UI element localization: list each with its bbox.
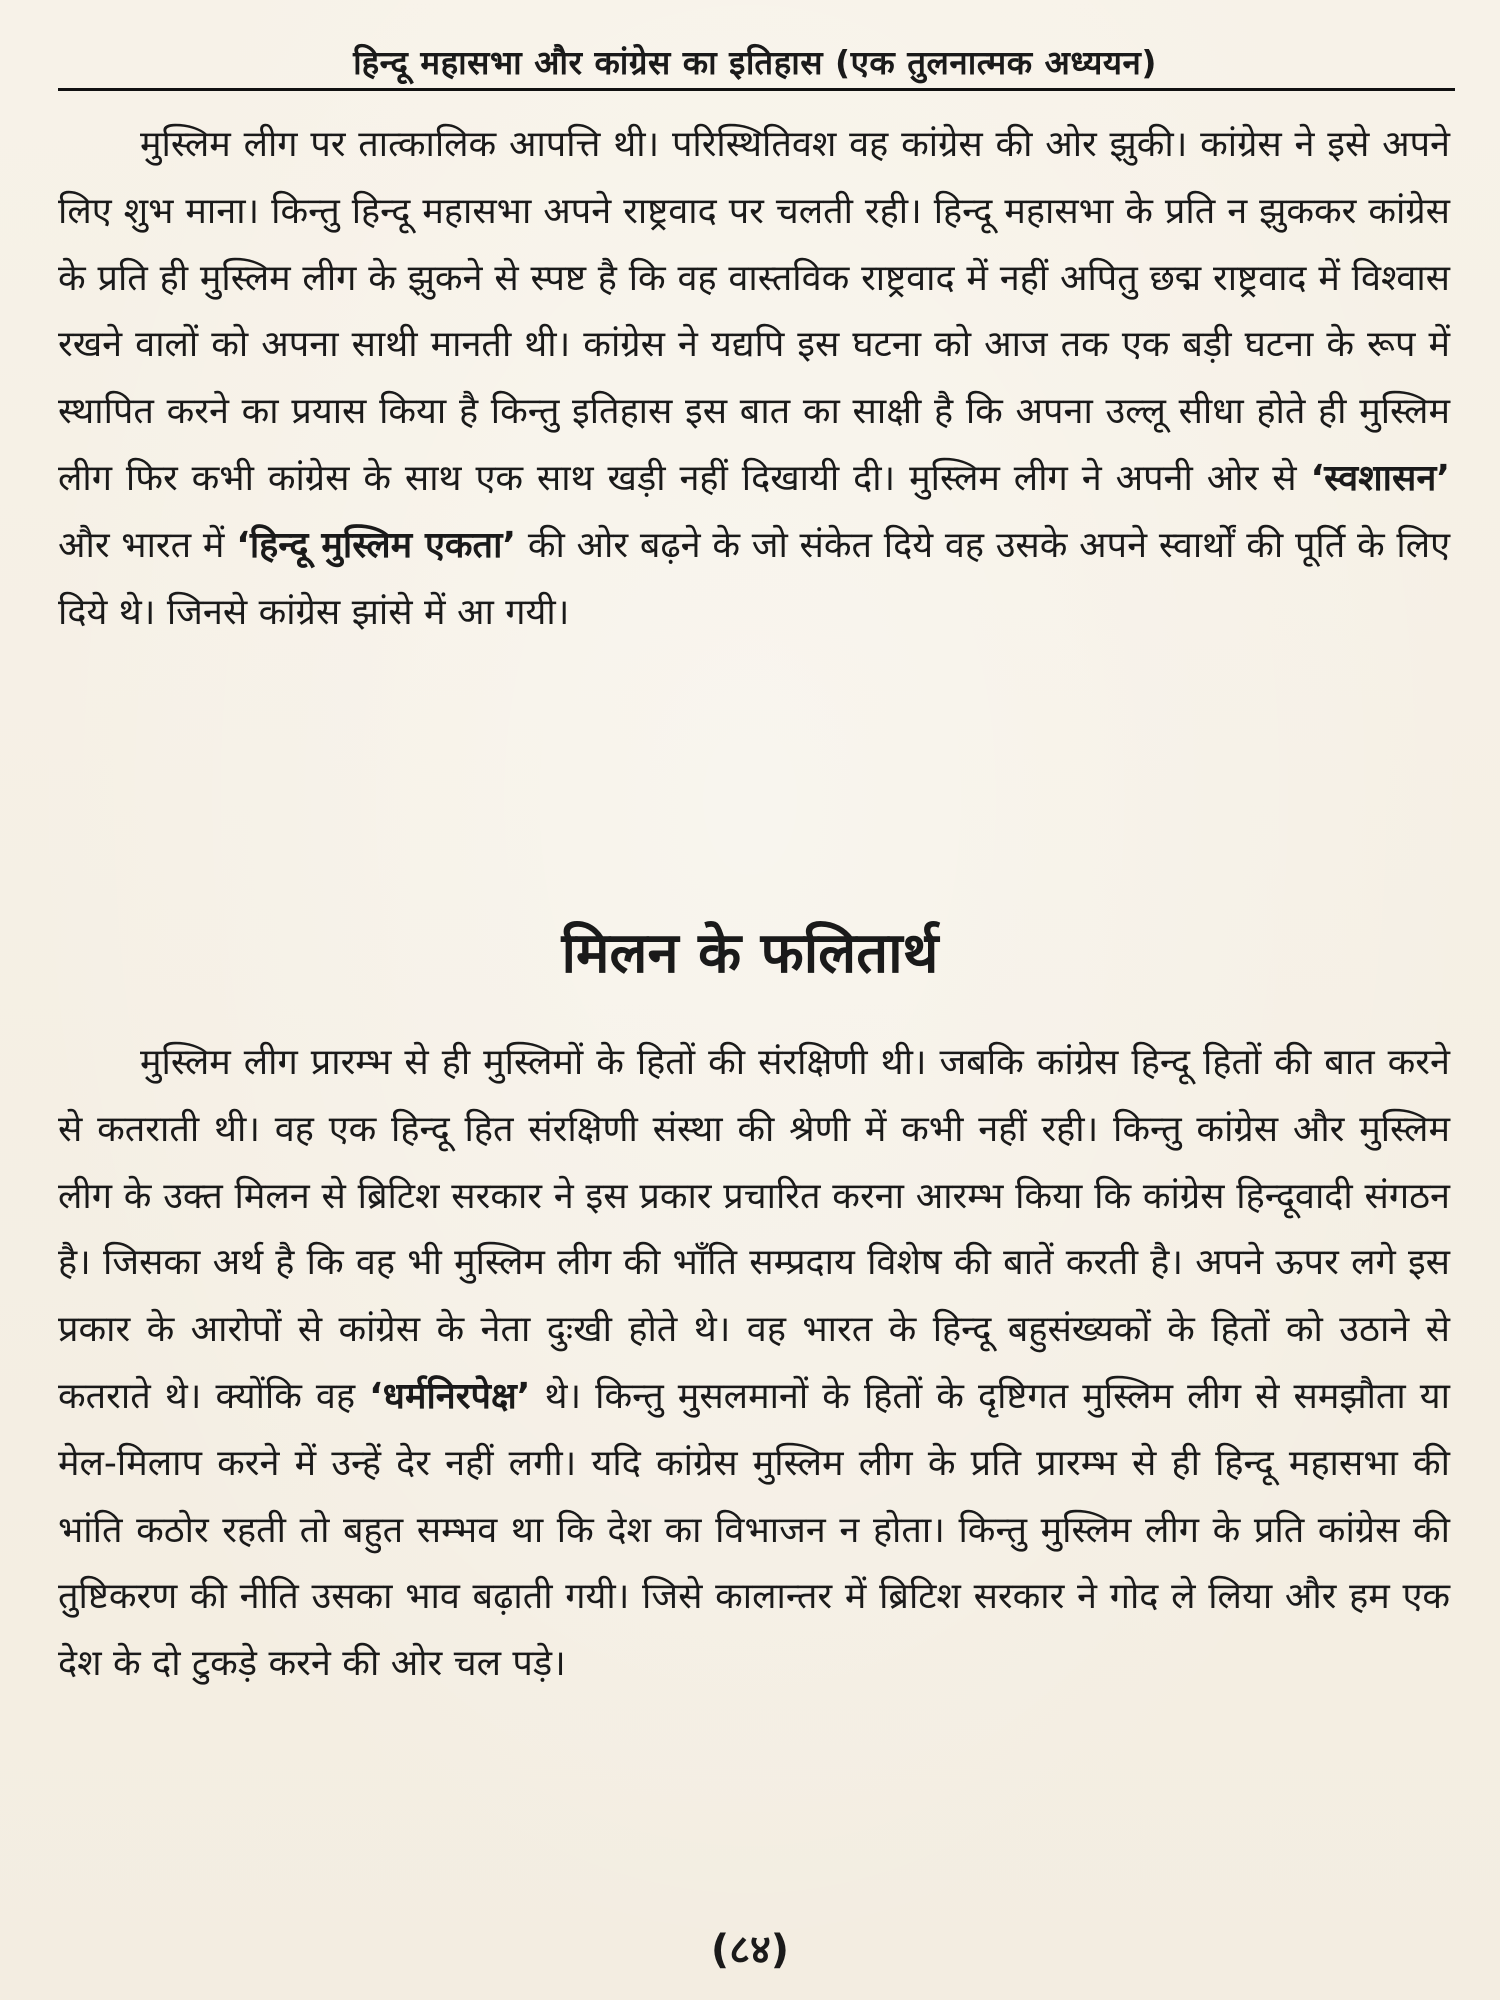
paragraph-2 <box>58 1030 1450 1698</box>
header-rule <box>58 88 1455 91</box>
paragraph-1-text-1: मुस्लिम लीग पर तात्कालिक आपत्ति थी। परिस्थितिवश वह कांग्रेस की ओर झुकी। कांग्रेस ने इसे अपने लिए शुभ माना। किन्तु हिन्दू महासभा अपने राष्ट्रवाद पर चलती रही। हिन्दू महासभा के प्रति न झुककर कांग्रेस के प्रति ही मुस्लिम लीग के झुकने से स्पष्ट है कि वह वास्तविक राष्ट्रवाद में नहीं अपितु छद्म राष्ट्रवाद में विश्वास रखने वालों को अपना साथी मानती थी। कांग्रेस ने यद्यपि इस घटना को आज तक एक बड़ी घटना के रूप में स्थापित करने का प्रयास किया है किन्तु इतिहास इस बात का साक्षी है कि अपना उल्लू सीधा होते ही मुस्लिम लीग फिर कभी कांग्रेस के साथ एक साथ खड़ी नहीं दिखायी दी। मुस्लिम लीग ने अपनी ओर से <box>58 124 1450 499</box>
paragraph-2-text-1: मुस्लिम लीग प्रारम्भ से ही मुस्लिमों के हितों की संरक्षिणी थी। जबकि कांग्रेस हिन्दू हितों की बात करने से कतराती थी। वह एक हिन्दू हित संरक्षिणी संस्था की श्रेणी में कभी नहीं रही। किन्तु कांग्रेस और मुस्लिम लीग के उक्त मिलन से ब्रिटिश सरकार ने इस प्रकार प्रचारित करना आरम्भ किया कि कांग्रेस हिन्दूवादी संगठन है। जिसका अर्थ है कि वह भी मुस्लिम लीग की भाँति सम्प्रदाय विशेष की बातें करती है। अपने ऊपर लगे इस प्रकार के आरोपों से कांग्रेस के नेता दुःखी होते थे। वह भारत के हिन्दू बहुसंख्यकों के हितों को उठाने से कतराते थे। क्योंकि वह <box>58 1042 1450 1417</box>
section-heading: मिलन के फलितार्थ <box>561 921 939 986</box>
paragraph-1-text-3: की ओर बढ़ने के जो संकेत दिये वह उसके अपने स्वार्थों की पूर्ति के लिए दिये थे। जिनसे कांग्रेस झांसे में आ गयी। <box>58 524 1451 633</box>
paragraph-1-text-2: और भारत में <box>58 524 225 566</box>
paragraph-2-text-2: थे। किन्तु मुसलमानों के हितों के दृष्टिगत मुस्लिम लीग से समझौता या मेल-मिलाप करने में उन्हें देर नहीं लगी। यदि कांग्रेस मुस्लिम लीग के प्रति प्रारम्भ से ही हिन्दू महासभा की भांति कठोर रहती तो बहुत सम्भव था कि देश का विभाजन न होता। किन्तु मुस्लिम लीग के प्रति कांग्रेस की तुष्टिकरण की नीति उसका भाव बढ़ाती गयी। जिसे कालान्तर में ब्रिटिश सरकार ने गोद ले लिया और हम एक देश के दो टुकड़े करने की ओर चल पड़े। <box>58 1375 1450 1685</box>
paragraph-1 <box>58 112 1450 646</box>
running-header: हिन्दू महासभा और कांग्रेस का इतिहास (एक तुलनात्मक अध्ययन) <box>353 43 1157 82</box>
page-number: (८४) <box>710 1927 790 1973</box>
paragraph-2-bold-term-1: ‘धर्मनिरपेक्ष’ <box>369 1375 531 1417</box>
paragraph-1-bold-term-2: ‘हिन्दू मुस्लिम एकता’ <box>236 524 517 566</box>
paragraph-1-bold-term-1: ‘स्वशासन’ <box>1310 457 1450 499</box>
